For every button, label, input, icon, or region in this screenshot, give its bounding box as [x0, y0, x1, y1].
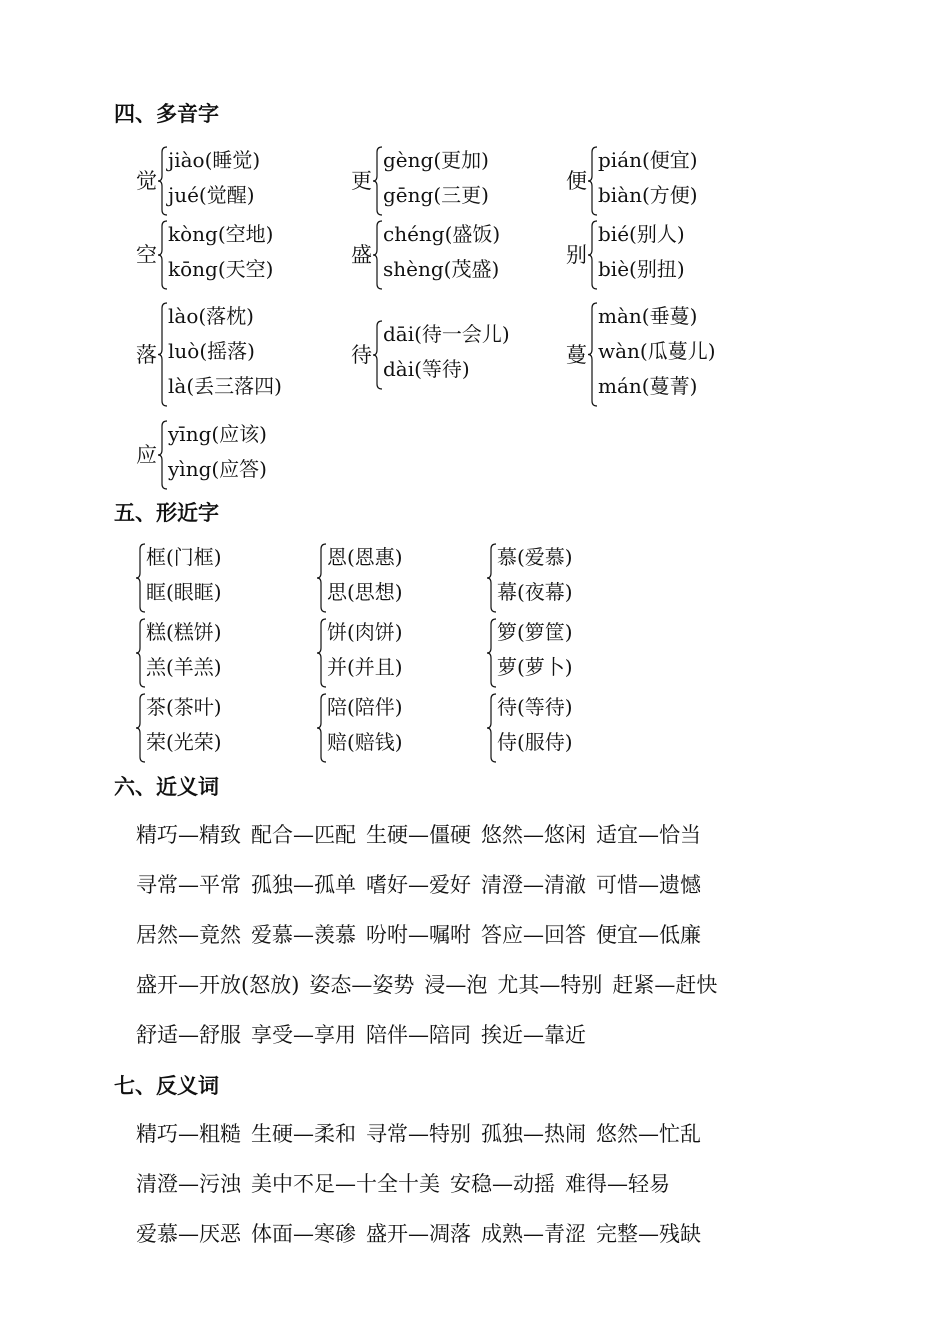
brace-icon: [317, 618, 327, 688]
antonym-row: [136, 1118, 711, 1148]
section-title-similar-chars: 五、形近字: [114, 501, 219, 525]
synonym-row: [136, 819, 711, 849]
brace-icon: [487, 618, 497, 688]
brace-icon: [588, 146, 598, 216]
polyphone-reading: kōng(天空): [168, 257, 274, 281]
synonym-row: [136, 919, 711, 949]
synonym-pair: 可惜—遗憾: [596, 873, 701, 897]
antonym-pair: 完整—残缺: [596, 1222, 701, 1246]
polyphone-reading: là(丢三落四): [168, 374, 282, 398]
synonym-pair: 挨近—靠近: [481, 1023, 586, 1047]
antonym-pair: 孤独—热闹: [481, 1122, 586, 1146]
synonym-pair: 享受—享用: [251, 1023, 356, 1047]
polyphone-char: 待: [351, 343, 372, 367]
polyphone-reading: pián(便宜): [598, 148, 698, 172]
brace-icon: [487, 543, 497, 613]
synonym-pair: 生硬—僵硬: [366, 823, 471, 847]
similar-char-word: 羔(羊羔): [146, 655, 222, 679]
similar-char-word: 萝(萝卜): [497, 655, 573, 679]
polyphone-char: 便: [566, 169, 587, 193]
polyphone-reading: lào(落枕): [168, 304, 254, 328]
brace-icon: [136, 618, 146, 688]
brace-icon: [136, 693, 146, 763]
antonym-pair: 盛开—凋落: [366, 1222, 471, 1246]
synonym-pair: 舒适—舒服: [136, 1023, 241, 1047]
antonym-pair: 安稳—动摇: [450, 1172, 555, 1196]
polyphone-reading: yìng(应答): [168, 457, 267, 481]
synonym-row: [136, 869, 711, 899]
antonym-row: [136, 1218, 711, 1248]
brace-icon: [588, 220, 598, 290]
synonym-row: [136, 1019, 596, 1049]
polyphone-reading: luò(摇落): [168, 339, 255, 363]
brace-icon: [317, 543, 327, 613]
synonym-pair: 精巧—精致: [136, 823, 241, 847]
brace-icon: [317, 693, 327, 763]
synonym-pair: 赶紧—赶快: [612, 973, 718, 997]
polyphone-reading: gèng(更加): [383, 148, 489, 172]
similar-char-word: 侍(服侍): [497, 730, 573, 754]
similar-char-word: 待(等待): [497, 695, 573, 719]
brace-icon: [373, 320, 383, 390]
polyphone-reading: bié(别人): [598, 222, 685, 246]
polyphone-reading: màn(垂蔓): [598, 304, 698, 328]
brace-icon: [158, 420, 168, 490]
antonym-pair: 生硬—柔和: [251, 1122, 356, 1146]
synonym-pair: 尤其—特别: [497, 973, 603, 997]
polyphone-reading: biàn(方便): [598, 183, 698, 207]
synonym-pair: 居然—竟然: [136, 923, 241, 947]
polyphone-reading: jiào(睡觉): [168, 148, 261, 172]
polyphone-char: 别: [566, 243, 587, 267]
synonym-pair: 嗜好—爱好: [366, 873, 471, 897]
synonym-pair: 陪伴—陪同: [366, 1023, 471, 1047]
synonym-row: [136, 969, 727, 999]
antonym-pair: 寻常—特别: [366, 1122, 471, 1146]
antonym-pair: 成熟—青涩: [481, 1222, 586, 1246]
brace-icon: [136, 543, 146, 613]
synonym-pair: 悠然—悠闲: [481, 823, 586, 847]
antonym-pair: 体面—寒碜: [251, 1222, 356, 1246]
polyphone-char: 空: [136, 243, 157, 267]
polyphone-reading: chéng(盛饭): [383, 222, 501, 246]
brace-icon: [158, 220, 168, 290]
synonym-pair: 适宜—恰当: [596, 823, 701, 847]
synonym-pair: 孤独—孤单: [251, 873, 356, 897]
section-title-antonyms: 七、反义词: [114, 1074, 219, 1098]
polyphone-char: 盛: [351, 243, 372, 267]
similar-char-word: 并(并且): [327, 655, 403, 679]
brace-icon: [588, 302, 598, 407]
similar-char-word: 陪(陪伴): [327, 695, 403, 719]
polyphone-reading: gēng(三更): [383, 183, 489, 207]
similar-char-word: 慕(爱慕): [497, 545, 573, 569]
similar-char-word: 荣(光荣): [146, 730, 222, 754]
polyphone-char: 觉: [136, 169, 157, 193]
polyphone-reading: kòng(空地): [168, 222, 274, 246]
antonym-row: [136, 1168, 680, 1198]
similar-char-word: 赔(赔钱): [327, 730, 403, 754]
polyphone-reading: wàn(瓜蔓儿): [598, 339, 716, 363]
polyphone-char: 更: [351, 169, 372, 193]
synonym-pair: 便宜—低廉: [596, 923, 701, 947]
polyphone-reading: shèng(茂盛): [383, 257, 500, 281]
similar-char-word: 恩(恩惠): [327, 545, 403, 569]
section-title-polyphones: 四、多音字: [114, 102, 219, 126]
section-title-synonyms: 六、近义词: [114, 775, 219, 799]
polyphone-reading: jué(觉醒): [168, 183, 255, 207]
similar-char-word: 茶(茶叶): [146, 695, 222, 719]
antonym-pair: 美中不足—十全十美: [251, 1172, 440, 1196]
synonym-pair: 姿态—姿势: [309, 973, 415, 997]
synonym-pair: 寻常—平常: [136, 873, 241, 897]
synonym-pair: 清澄—清澈: [481, 873, 586, 897]
antonym-pair: 爱慕—厌恶: [136, 1222, 241, 1246]
similar-char-word: 框(门框): [146, 545, 222, 569]
synonym-pair: 盛开—开放(怒放): [136, 973, 300, 997]
brace-icon: [158, 146, 168, 216]
similar-char-word: 眶(眼眶): [146, 580, 222, 604]
brace-icon: [373, 146, 383, 216]
polyphone-reading: mán(蔓菁): [598, 374, 698, 398]
polyphone-reading: biè(别扭): [598, 257, 685, 281]
similar-char-word: 饼(肉饼): [327, 620, 403, 644]
polyphone-reading: yīng(应该): [168, 422, 267, 446]
similar-char-word: 幕(夜幕): [497, 580, 573, 604]
polyphone-char: 落: [136, 342, 157, 367]
similar-char-word: 箩(箩筐): [497, 620, 573, 644]
brace-icon: [158, 302, 168, 407]
antonym-pair: 悠然—忙乱: [596, 1122, 701, 1146]
polyphone-char: 应: [136, 443, 157, 467]
synonym-pair: 答应—回答: [481, 923, 586, 947]
synonym-pair: 配合—匹配: [251, 823, 356, 847]
synonym-pair: 吩咐—嘱咐: [366, 923, 471, 947]
antonym-pair: 清澄—污浊: [136, 1172, 241, 1196]
synonym-pair: 爱慕—羡慕: [251, 923, 356, 947]
polyphone-char: 蔓: [566, 342, 587, 367]
brace-icon: [373, 220, 383, 290]
brace-icon: [487, 693, 497, 763]
polyphone-reading: dài(等待): [383, 357, 470, 381]
polyphone-reading: dāi(待一会儿): [383, 322, 510, 346]
synonym-pair: 浸—泡: [424, 973, 488, 997]
antonym-pair: 难得—轻易: [565, 1172, 670, 1196]
similar-char-word: 思(思想): [327, 580, 403, 604]
similar-char-word: 糕(糕饼): [146, 620, 222, 644]
antonym-pair: 精巧—粗糙: [136, 1122, 241, 1146]
